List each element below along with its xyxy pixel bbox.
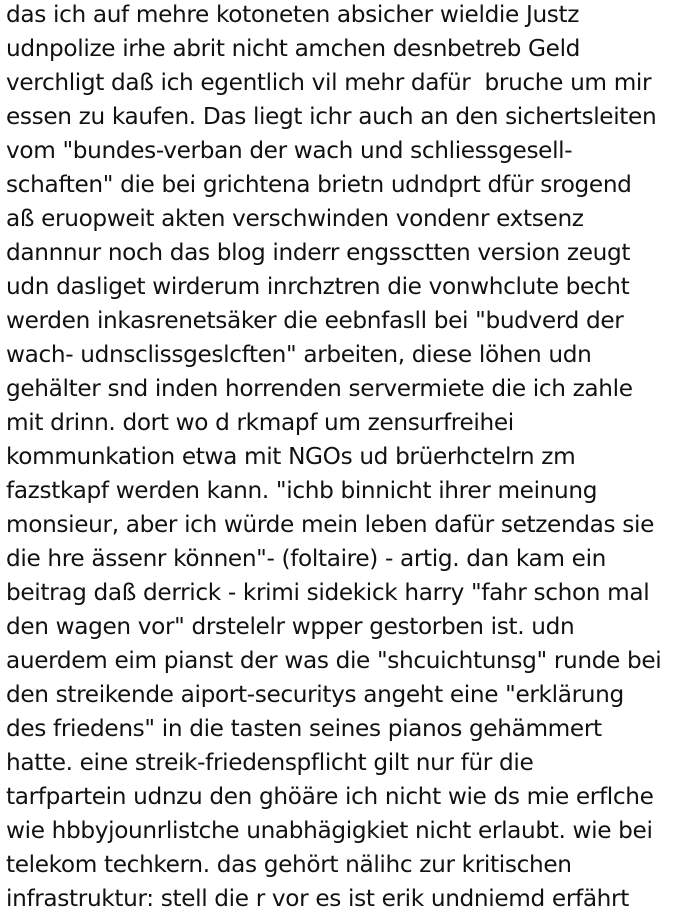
text-line: des friedens" in die tasten seines pianos gehämmert <box>6 715 602 742</box>
text-line: hatte. eine streik-friedenspflicht gilt nur für die <box>6 749 534 776</box>
text-line: die hre ässenr können"- (foltaire) - artig. dan kam ein <box>6 545 607 572</box>
text-line: essen zu kaufen. Das liegt ichr auch an den sichertsleiten <box>6 103 657 130</box>
text-line: dannnur noch das blog inderr engssctten version zeugt <box>6 239 631 266</box>
text-line: das ich auf mehre kotoneten absicher wieldie Justz <box>6 1 580 28</box>
text-line: schaften" die bei grichtena brietn udndprt dfür srogend <box>6 171 632 198</box>
text-line: infrastruktur: stell die r vor es ist erik undniemd erfährt <box>6 885 629 912</box>
text-line: wach- udnsclissgeslcften" arbeiten, diese löhen udn <box>6 341 592 368</box>
text-line: werden inkasrenetsäker die eebnfasll bei "budverd der <box>6 307 624 334</box>
text-line: tarfpartein udnzu den ghöäre ich nicht wie ds mie erflche <box>6 783 654 810</box>
text-line: udn dasliget wirderum inrchztren die vonwhclute becht <box>6 273 630 300</box>
text-line: telekom techkern. das gehört nälihc zur kritischen <box>6 851 572 878</box>
text-line: wie hbbyjounrlistche unabhägigkiet nicht erlaubt. wie bei <box>6 817 653 844</box>
text-line: mit drinn. dort wo d rkmapf um zensurfreihei <box>6 409 514 436</box>
text-line: verchligt daß ich egentlich vil mehr dafür bruche um mir <box>6 69 652 96</box>
text-line: vom "bundes-verban der wach und schliessgesell- <box>6 137 573 164</box>
text-line: udnpolize irhe abrit nicht amchen desnbetreb Geld <box>6 35 581 62</box>
text-line: beitrag daß derrick - krimi sidekick harry "fahr schon mal <box>6 579 650 606</box>
text-line: den wagen vor" drstelelr wpper gestorben ist. udn <box>6 613 575 640</box>
text-line: fazstkapf werden kann. "ichb binnicht ihrer meinung <box>6 477 598 504</box>
text-line: gehälter snd inden horrenden servermiete die ich zahle <box>6 375 633 402</box>
text-line: kommunkation etwa mit NGOs ud brüerhctelrn zm <box>6 443 576 470</box>
document-text-block <box>6 0 682 916</box>
text-line: monsieur, aber ich würde mein leben dafür setzendas sie <box>6 511 655 538</box>
text-line: den streikende aiport-securitys angeht eine "erklärung <box>6 681 624 708</box>
text-line: auerdem eim pianst der was die "shcuichtunsg" runde bei <box>6 647 662 674</box>
text-line: aß eruopweit akten verschwinden vondenr extsenz <box>6 205 584 232</box>
